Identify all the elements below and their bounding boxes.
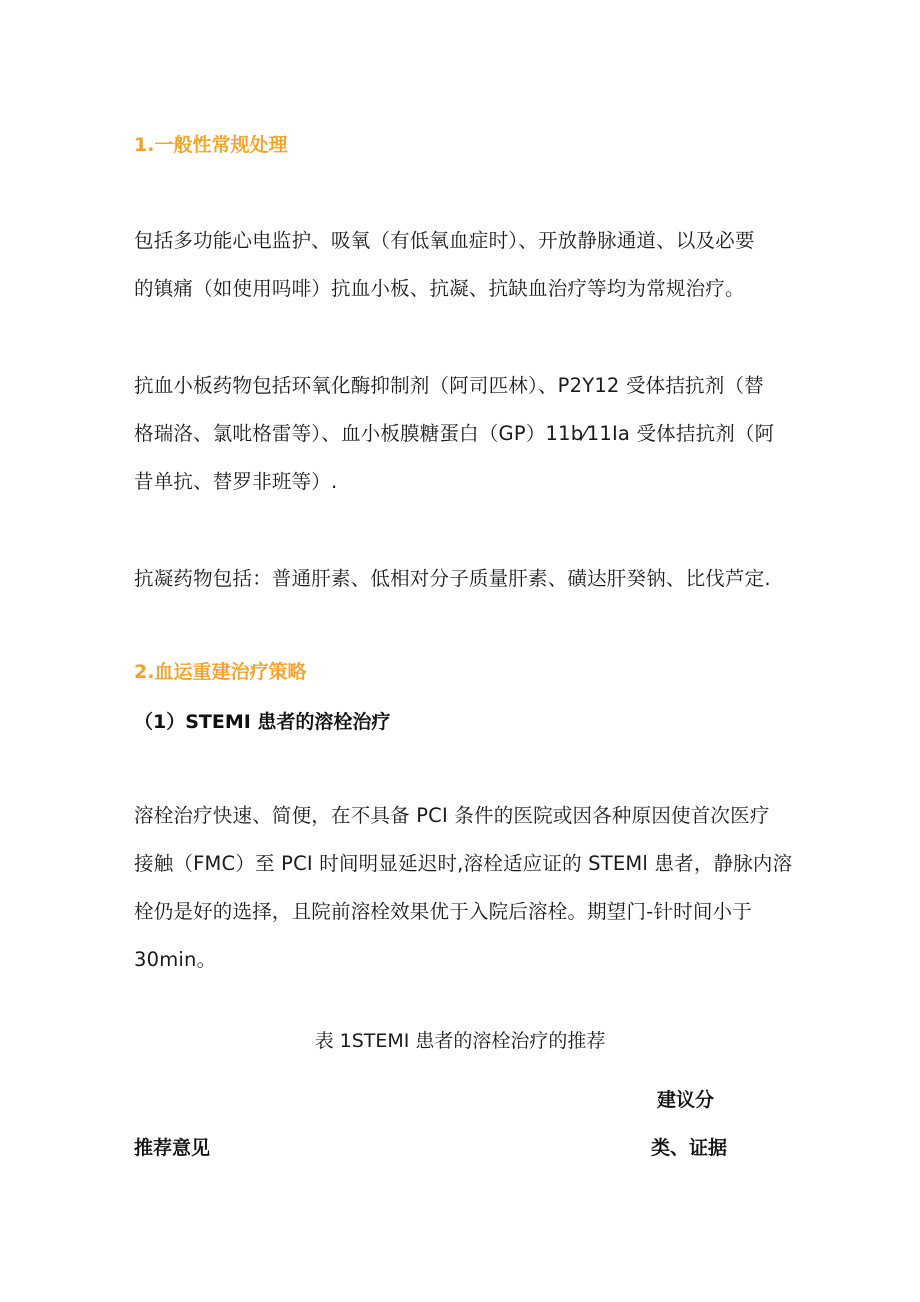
paragraph-line: 包括多功能心电监护、吸氧（有低氧血症时）、开放静脉通道、以及必要 <box>134 229 755 252</box>
table-header-recommendation: 推荐意见 <box>134 1137 211 1159</box>
section-heading-revascularization: 2.血运重建治疗策略 <box>134 661 307 683</box>
table-caption: 表 1STEMI 患者的溶栓治疗的推荐 <box>314 1030 606 1052</box>
section-heading-general-treatment: 1.一般性常规处理 <box>134 134 288 156</box>
paragraph-line: 抗血小板药物包括环氧化酶抑制剂（阿司匹林）、P2Y12 受体拮抗剂（替 <box>134 374 764 397</box>
paragraph-line: 30min。 <box>134 948 217 971</box>
paragraph-line: 溶栓治疗快速、简便，在不具备 PCI 条件的医院或因各种原因使首次医疗 <box>134 804 770 827</box>
paragraph-line: 格瑞洛、氯吡格雷等）、血小板膜糖蛋白（GP）11b⁄11Ia 受体拮抗剂（阿 <box>134 422 775 445</box>
paragraph-line: 抗凝药物包括：普通肝素、低相对分子质量肝素、磺达肝癸钠、比伐芦定. <box>134 567 771 590</box>
paragraph-line: 接触（FMC）至 PCI 时间明显延迟时,溶栓适应证的 STEMl 患者，静脉内溶 <box>134 852 793 875</box>
table-header-classification-line2: 类、证据 <box>651 1137 728 1159</box>
subsection-heading-stemi-thrombolysis: （1）STEMI 患者的溶栓治疗 <box>134 711 391 733</box>
paragraph-line: 昔单抗、替罗非班等）. <box>134 470 338 493</box>
paragraph-line: 的镇痛（如使用吗啡）抗血小板、抗凝、抗缺血治疗等均为常规治疗。 <box>134 277 745 300</box>
paragraph-line: 栓仍是好的选择，且院前溶栓效果优于入院后溶栓。期望门-针时间小于 <box>134 900 752 923</box>
table-header-classification-line1: 建议分 <box>657 1089 715 1111</box>
